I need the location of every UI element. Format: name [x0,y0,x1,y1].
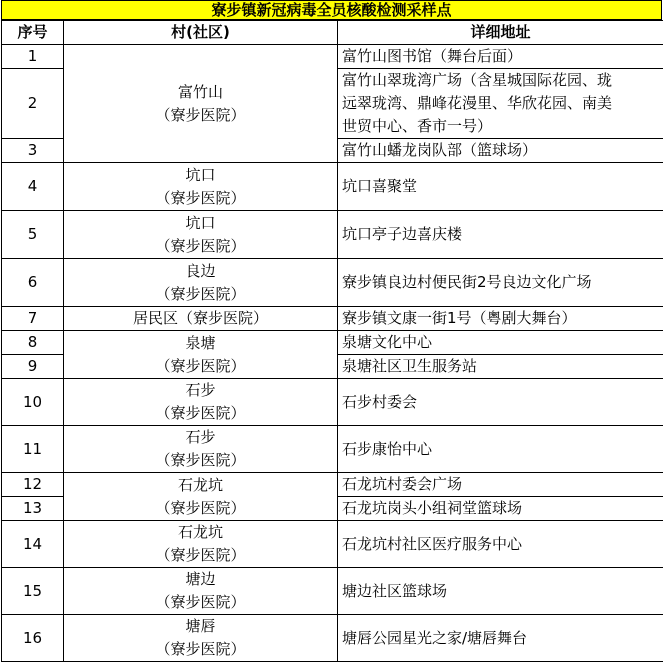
header-number: 序号 [2,21,64,45]
village-name: 石龙坑 [64,474,337,497]
address-line: 寮步镇良边村便民街2号良边文化广场 [342,271,663,294]
address-line: 世贸中心、香市一号） [342,115,663,138]
site-number: 2 [2,69,64,139]
site-number: 10 [2,379,64,426]
table-row [2,521,663,568]
village-name: 富竹山 [64,81,337,104]
address-cell [338,211,663,259]
table-row [2,379,663,426]
address-cell [338,139,663,163]
site-number: 12 [2,473,64,497]
village-cell [64,568,338,615]
address-line: 富竹山翠珑湾广场（含星城国际花园、珑 [342,69,663,92]
table-row [2,259,663,307]
address-cell [338,307,663,331]
village-cell [64,331,338,379]
address-line: 寮步镇文康一街1号（粤剧大舞台） [342,307,663,330]
address-cell [338,497,663,521]
hospital-name: （寮步医院） [64,355,337,378]
village-name: 石龙坑 [64,521,337,544]
village-cell [64,307,338,331]
site-number: 7 [2,307,64,331]
table-row [2,211,663,259]
sheet-title: 寮步镇新冠病毒全员核酸检测采样点 [1,0,662,20]
village-name: 石步 [64,379,337,402]
village-name: 泉塘 [64,332,337,355]
header-row [2,21,663,45]
address-line: 坑口亭子边喜庆楼 [342,223,663,246]
village-name: 居民区（寮步医院） [64,307,337,330]
site-number: 5 [2,211,64,259]
sampling-sites-table [1,20,663,662]
address-line: 石龙坑岗头小组祠堂篮球场 [342,497,663,520]
village-name: 塘唇 [64,615,337,638]
address-cell [338,426,663,473]
village-name: 坑口 [64,212,337,235]
header-village: 村(社区) [64,21,338,45]
hospital-name: （寮步医院） [64,235,337,258]
header-address: 详细地址 [338,21,663,45]
village-cell [64,615,338,662]
table-row [2,331,663,355]
address-cell [338,331,663,355]
site-number: 1 [2,45,64,69]
village-cell [64,259,338,307]
table-row [2,307,663,331]
village-name: 石步 [64,426,337,449]
site-number: 15 [2,568,64,615]
site-number: 8 [2,331,64,355]
site-number: 14 [2,521,64,568]
village-name: 良边 [64,260,337,283]
address-cell [338,259,663,307]
village-cell [64,211,338,259]
table-row [2,615,663,662]
address-line: 石步康怡中心 [342,438,663,461]
hospital-name: （寮步医院） [64,591,337,614]
address-cell [338,163,663,211]
address-line: 石龙坑村社区医疗服务中心 [342,533,663,556]
site-number: 6 [2,259,64,307]
address-line: 泉塘文化中心 [342,331,663,354]
address-line: 远翠珑湾、鼎峰花漫里、华欣花园、南美 [342,92,663,115]
address-line: 石步村委会 [342,391,663,414]
address-cell [338,521,663,568]
address-line: 富竹山图书馆（舞台后面） [342,45,663,68]
village-cell [64,473,338,521]
hospital-name: （寮步医院） [64,402,337,425]
table-row [2,163,663,211]
site-number: 13 [2,497,64,521]
address-cell [338,473,663,497]
address-cell [338,69,663,139]
village-cell [64,426,338,473]
hospital-name: （寮步医院） [64,283,337,306]
table-row [2,426,663,473]
site-number: 9 [2,355,64,379]
hospital-name: （寮步医院） [64,638,337,661]
village-cell [64,521,338,568]
address-line: 石龙坑村委会广场 [342,473,663,496]
hospital-name: （寮步医院） [64,104,337,127]
address-line: 泉塘社区卫生服务站 [342,355,663,378]
table-row [2,473,663,497]
address-line: 塘唇公园星光之家/塘唇舞台 [342,627,663,650]
address-line: 塘边社区篮球场 [342,580,663,603]
address-line: 坑口喜聚堂 [342,175,663,198]
site-number: 11 [2,426,64,473]
hospital-name: （寮步医院） [64,497,337,520]
village-name: 坑口 [64,164,337,187]
site-number: 3 [2,139,64,163]
hospital-name: （寮步医院） [64,187,337,210]
site-number: 16 [2,615,64,662]
village-cell [64,45,338,163]
address-cell [338,45,663,69]
site-number: 4 [2,163,64,211]
table-row [2,45,663,69]
village-cell [64,379,338,426]
address-cell [338,615,663,662]
village-cell [64,163,338,211]
address-cell [338,568,663,615]
table-row [2,568,663,615]
table-body [2,45,663,662]
village-name: 塘边 [64,568,337,591]
hospital-name: （寮步医院） [64,449,337,472]
hospital-name: （寮步医院） [64,544,337,567]
address-line: 富竹山蟠龙岗队部（篮球场） [342,139,663,162]
address-cell [338,355,663,379]
address-cell [338,379,663,426]
